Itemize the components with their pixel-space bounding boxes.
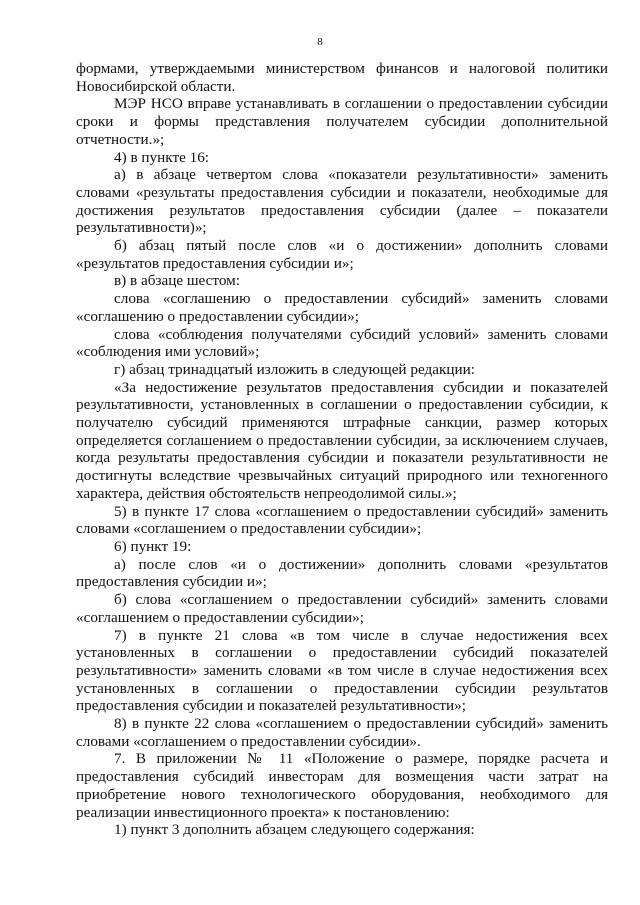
paragraph: б) абзац пятый после слов «и о достижении» дополнить словами «результатов предоставления субсидии и»; [76, 237, 608, 272]
paragraph: 8) в пункте 22 слова «соглашением о предоставлении субсидий» заменить словами «соглашением о предоставлении субсидии». [76, 715, 608, 750]
paragraph: в) в абзаце шестом: [114, 272, 240, 290]
paragraph: слова «соглашению о предоставлении субсидий» заменить словами «соглашению о предоставлении субсидии»; [76, 290, 608, 325]
paragraph: 5) в пункте 17 слова «соглашением о предоставлении субсидий» заменить словами «соглашением о предоставлении субсидии»; [76, 502, 608, 538]
paragraph: а) после слов «и о достижении» дополнить словами «результатов предоставления субсидии и»; [76, 555, 608, 591]
page-number: 8 [317, 36, 323, 48]
paragraph: 6) пункт 19: [114, 537, 192, 555]
paragraph: МЭР НСО вправе устанавливать в соглашении о предоставлении субсидии сроки и формы представления получателем субсидии дополнительной отчетности.»; [76, 95, 608, 148]
paragraph: «За недостижение результатов предоставления субсидии и показателей результативности, установленных в соглашении о предоставлении субсидии, к получателю субсидий применяются штрафные санкции, размер которых определяется соглашением о предоставлении субсидии, за исключением случаев, когда результаты предоставления субсидии и показатели результативности не достигнуты вследствие чрезвычайных ситуаций природного или техногенного характера, действия обстоятельств непреодолимой силы.»; [76, 378, 608, 502]
paragraph: 7. В приложении № 11 «Положение о размере, порядке расчета и предоставления субсидий инвесторам для возмещения части затрат на приобретение нового технологического оборудования, необходимого для реализации инвестиционного проекта» к постановлению: [76, 750, 608, 821]
paragraph: 1) пункт 3 дополнить абзацем следующего содержания: [114, 821, 475, 839]
paragraph: слова «соблюдения получателями субсидий условий» заменить словами «соблюдения ими условий»; [76, 325, 608, 361]
document-body [76, 60, 608, 839]
paragraph: 4) в пункте 16: [114, 148, 210, 166]
paragraph: 7) в пункте 21 слова «в том числе в случае недостижения всех установленных в соглашении о предоставлении субсидий показателей результативности» заменить словами «в том числе в случае недостижения всех установленных в соглашении о предоставлении субсидии результатов предоставления субсидии и показателей результативности»; [76, 626, 608, 715]
paragraph: формами, утверждаемыми министерством финансов и налоговой политики Новосибирской области. [76, 60, 608, 95]
paragraph: б) слова «соглашением о предоставлении субсидий» заменить словами «соглашением о предоставлении субсидии»; [76, 591, 608, 626]
paragraph: а) в абзаце четвертом слова «показатели результативности» заменить словами «результаты предоставления субсидии и показатели, необходимые для достижения результатов предоставления субсидии (далее – показатели результативности)»; [76, 166, 608, 237]
paragraph: г) абзац тринадцатый изложить в следующей редакции: [114, 360, 475, 378]
